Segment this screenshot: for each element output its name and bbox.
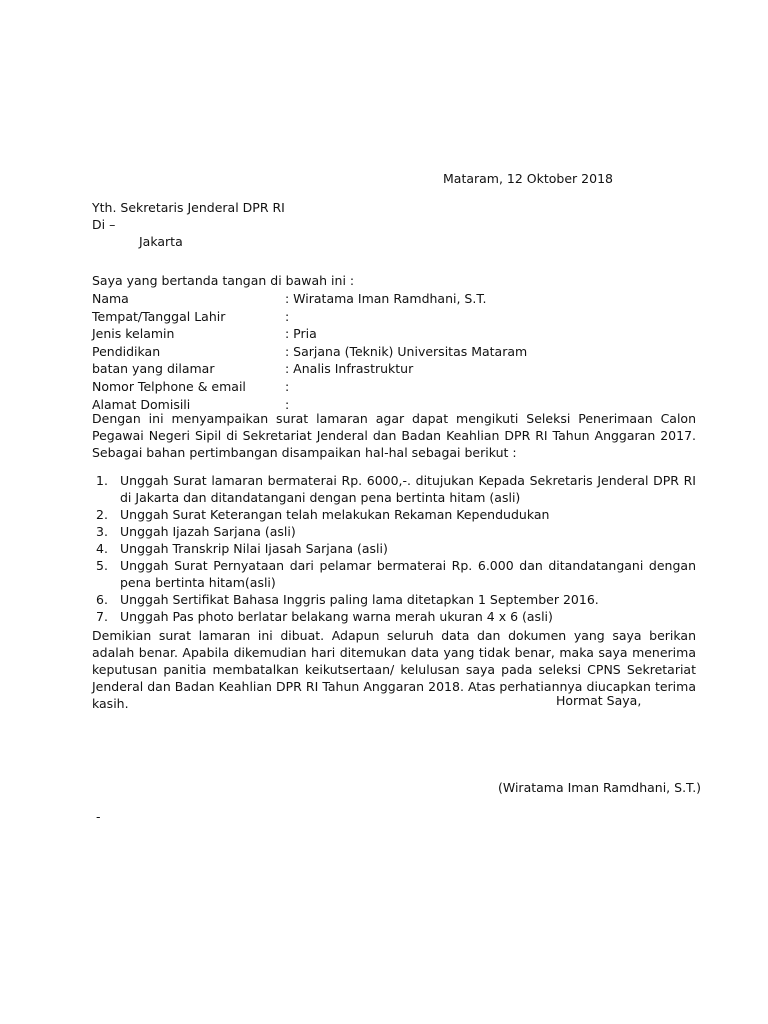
recipient-line-2: Di – (92, 217, 116, 232)
list-item (92, 506, 696, 523)
list-number: 4. (96, 541, 108, 556)
field-value: : Wiratama Iman Ramdhani, S.T. (285, 291, 487, 306)
field-label: Tempat/Tanggal Lahir (92, 308, 226, 324)
field-value: : (285, 378, 290, 394)
list-item-text: Unggah Ijazah Sarjana (asli) (120, 524, 296, 539)
field-value: : Sarjana (Teknik) Universitas Mataram (285, 343, 528, 359)
recipient-address (92, 199, 285, 250)
field-value: : Analis Infrastruktur (285, 361, 414, 377)
field-value: : Pria (285, 326, 317, 342)
list-item (92, 472, 696, 506)
body-paragraph-1 (92, 410, 696, 461)
list-item (92, 591, 696, 608)
closing-salutation: Hormat Saya, (556, 693, 642, 708)
paragraph-text: Dengan ini menyampaikan surat lamaran agar dapat mengikuti Seleksi Penerimaan Calon Pegawai Negeri Sipil di Sekretariat Jenderal dan Badan Keahlian DPR RI Tahun Anggaran 2017. Sebagai bahan pertimbangan disampaikan hal-hal sebagai berikut : (92, 411, 696, 460)
intro-text: Saya yang bertanda tangan di bawah ini : (92, 273, 355, 288)
list-item-text: Unggah Sertifikat Bahasa Inggris paling lama ditetapkan 1 September 2016. (120, 592, 599, 607)
list-item (92, 523, 696, 540)
field-label: Nama (92, 291, 129, 306)
field-label: Jenis kelamin (92, 326, 175, 342)
list-number: 3. (96, 524, 108, 539)
list-item-text: Unggah Pas photo berlatar belakang warna merah ukuran 4 x 6 (asli) (120, 609, 553, 624)
list-item-text: Unggah Surat Pernyataan dari pelamar bermaterai Rp. 6.000 dan ditandatangani dengan pena bertinta hitam(asli) (120, 558, 696, 590)
letter-date: Mataram, 12 Oktober 2018 (443, 171, 613, 186)
list-item (92, 540, 696, 557)
list-number: 2. (96, 507, 108, 522)
signature-name: (Wiratama Iman Ramdhani, S.T.) (498, 780, 702, 795)
recipient-city: Jakarta (139, 234, 183, 249)
requirements-list (92, 472, 696, 625)
field-label: Nomor Telphone & email (92, 378, 246, 394)
list-item-text: Unggah Transkrip Nilai Ijasah Sarjana (asli) (120, 541, 388, 556)
field-label: batan yang dilamar (92, 361, 215, 377)
list-number: 5. (96, 558, 108, 573)
field-value: : (285, 396, 290, 412)
list-item (92, 608, 696, 625)
recipient-line-1: Yth. Sekretaris Jenderal DPR RI (92, 200, 285, 215)
field-label: Pendidikan (92, 343, 161, 359)
list-number: 6. (96, 592, 108, 607)
list-item-text: Unggah Surat lamaran bermaterai Rp. 6000,-. ditujukan Kepada Sekretaris Jenderal DPR RI di Jakarta dan ditandatangani dengan pena bertinta hitam (asli) (120, 473, 696, 505)
field-label: Alamat Domisili (92, 396, 191, 412)
field-value: : (285, 308, 290, 324)
list-item-text: Unggah Surat Keterangan telah melakukan Rekaman Kependudukan (120, 507, 550, 522)
list-number: 7. (96, 609, 108, 624)
list-number: 1. (96, 473, 108, 488)
footer-mark: - (96, 809, 101, 824)
paragraph-text: Demikian surat lamaran ini dibuat. Adapun seluruh data dan dokumen yang saya berikan adalah benar. Apabila dikemudian hari ditemukan data yang tidak benar, maka saya menerima keputusan panitia membatalkan keikutsertaan/ kelulusan saya pada seleksi CPNS Sekretariat Jenderal dan Badan Keahlian DPR RI Tahun Anggaran 2018. Atas perhatiannya diucapkan terima kasih. (92, 628, 696, 711)
list-item (92, 557, 696, 591)
